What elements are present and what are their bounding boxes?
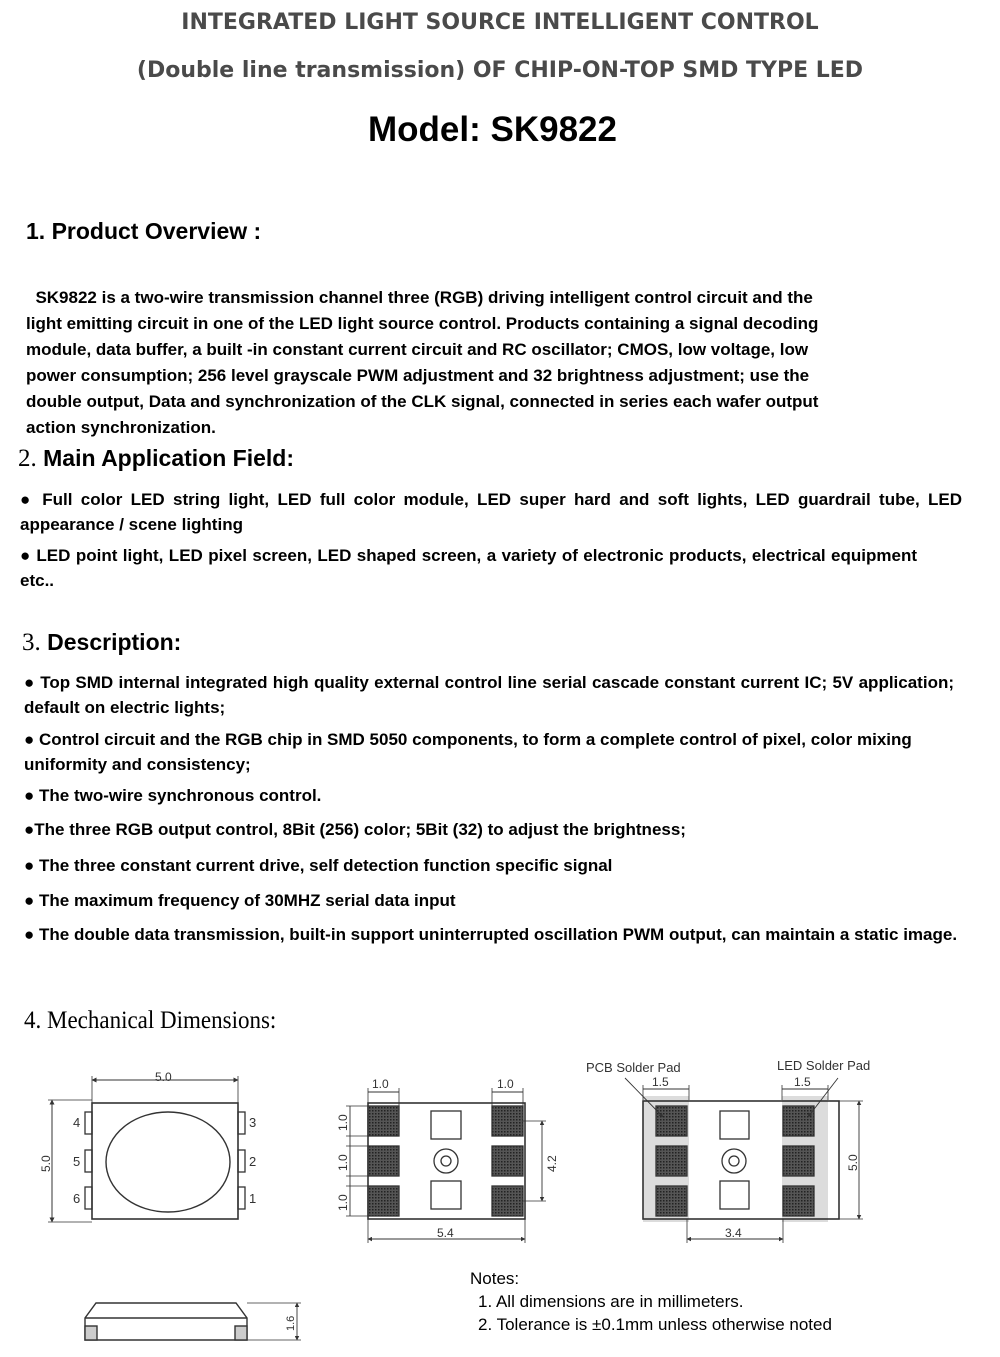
application-heading [18,445,294,473]
description-item: ● Top SMD internal integrated high quality external control line serial cascade constant current IC; 5V application; default on electric lights; [24,673,954,717]
pin-label: 6 [73,1191,81,1206]
top-view-height-label: 5.0 [39,1155,53,1172]
side-view-height-label: 1.6 [285,1315,297,1331]
description-heading-text: Description: [47,629,182,655]
description-item: ● The maximum frequency of 30MHZ serial data input [24,891,456,910]
application-item: ● Full color LED string light, LED full color module, LED super hard and soft lights, LED guardrail tube, LED appearance / scene lighting [20,490,962,534]
description-item: ● The double data transmission, built-in support uninterrupted oscillation PWM output, can maintain a static image. [24,925,958,944]
side-view-drawing [85,1303,301,1340]
pin-label: 3 [249,1115,257,1130]
description-heading [22,629,181,657]
pin-label: 2 [249,1154,257,1169]
application-heading-text: Main Application Field: [43,445,295,471]
description-item: ● The two-wire synchronous control. [24,786,322,805]
bottom-width-label: 5.4 [437,1226,454,1240]
notes-block [470,1267,832,1336]
overview-line: light emitting circuit in one of the LED light source control. Products containing a signal decoding [26,314,819,333]
bottom-view-drawing [346,1088,546,1243]
notes-title: Notes: [470,1269,520,1288]
note-item: 2. Tolerance is ±0.1mm unless otherwise noted [478,1315,832,1334]
pad-layout-drawing [625,1078,863,1243]
pad-width-label: 1.0 [497,1077,514,1091]
overview-line: double output, Data and synchronization of the CLK signal, connected in series each wafer output [26,392,819,411]
application-item: ● LED point light, LED pixel screen, LED shaped screen, a variety of electronic products, electrical equipment etc.. [20,546,917,590]
mechanical-heading: 4. Mechanical Dimensions: [24,1007,277,1034]
pcb-solder-pad-label: PCB Solder Pad [586,1060,681,1075]
pad-width-label: 1.0 [372,1077,389,1091]
description-item: ● The three constant current drive, self detection function specific signal [24,856,613,875]
overview-heading: 1. Product Overview : [26,218,262,244]
pin-label: 1 [249,1191,257,1206]
description-item: ● Control circuit and the RGB chip in SMD 5050 components, to form a complete control of pixel, color mixing uniformity and consistency; [24,730,912,774]
pcb-pad-width-label: 1.5 [652,1075,669,1089]
overview-line: action synchronization. [26,418,216,437]
header-title-line2: (Double line transmission) OF CHIP-ON-TOP SMD TYPE LED [136,58,864,83]
pin-label: 5 [73,1154,81,1169]
description-heading-number: 3. [22,629,41,656]
pad-layout-width-label: 3.4 [725,1226,742,1240]
overview-line: power consumption; 256 level grayscale PWM adjustment and 32 brightness adjustment; use the [26,366,810,385]
model-title: Model: SK9822 [368,110,617,149]
description-item: ●The three RGB output control, 8Bit (256) color; 5Bit (32) to adjust the brightness; [24,820,686,839]
overview-line: module, data buffer, a built -in constant current circuit and RC oscillator; CMOS, low voltage, low [26,340,809,359]
pad-layout-height-label: 5.0 [846,1154,860,1171]
pad-height-label: 1.0 [336,1154,350,1171]
header-title-line1: INTEGRATED LIGHT SOURCE INTELLIGENT CONTROL [181,10,819,35]
top-view-width-label: 5.0 [155,1070,172,1084]
note-item: 1. All dimensions are in millimeters. [478,1292,744,1311]
led-solder-pad-label: LED Solder Pad [777,1058,871,1073]
application-heading-number: 2. [18,445,37,472]
pad-height-label: 1.0 [336,1114,350,1131]
pad-span-label: 4.2 [545,1155,559,1172]
pad-height-label: 1.0 [336,1194,350,1211]
overview-line: SK9822 is a two-wire transmission channel three (RGB) driving intelligent control circuit and the [26,288,813,307]
led-pad-width-label: 1.5 [794,1075,811,1089]
pin-label: 4 [73,1115,81,1130]
overview-paragraph [26,259,966,467]
